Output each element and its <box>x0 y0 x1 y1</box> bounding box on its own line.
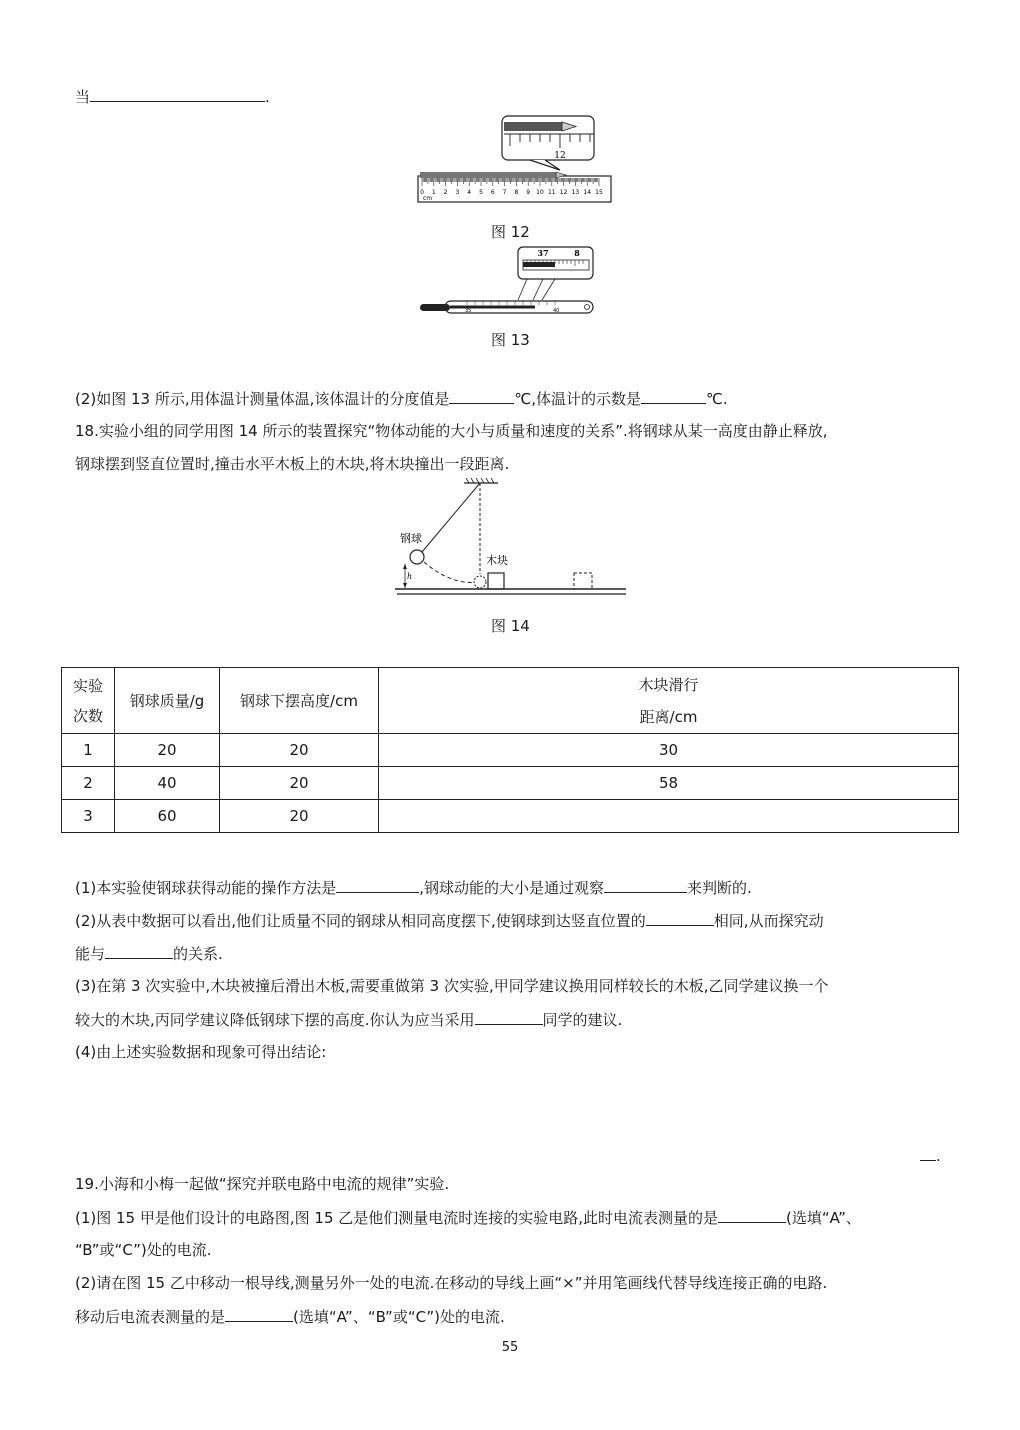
answer-blank[interactable] <box>718 1207 786 1223</box>
answer-blank[interactable] <box>646 910 714 926</box>
q19-part2-line1: (2)请在图 15 乙中移动一根导线,测量另外一处的电流.在移动的导线上画“×”并用笔画线代替导线连接正确的电路. <box>75 1274 828 1292</box>
answer-blank[interactable] <box>920 1145 936 1161</box>
header-height: 钢球下摆高度/cm <box>220 668 379 734</box>
q19-part1-line1 <box>75 1207 861 1228</box>
fig13-callout-right: 8 <box>574 248 580 258</box>
answer-blank[interactable] <box>475 1009 543 1025</box>
q18-p2-text-b: 相同,从而探究动 <box>713 912 824 930</box>
q18-p1-text-b: ,钢球动能的大小是通过观察 <box>419 879 605 897</box>
experiment-table <box>61 667 959 833</box>
table-cell <box>379 800 959 833</box>
ruler-tick-label: 13 <box>571 189 580 196</box>
ruler-tick-label: 2 <box>443 189 448 196</box>
q19-p2-text-b: (选填“A”、“B”或“C”)处的电流. <box>293 1308 505 1326</box>
table-header-row <box>62 668 959 734</box>
table-cell: 20 <box>115 734 220 767</box>
answer-blank[interactable] <box>105 943 173 959</box>
table-row <box>62 734 959 767</box>
table-cell: 2 <box>62 767 115 800</box>
q18-part2-line2 <box>75 943 223 964</box>
ruler-tick-label: 7 <box>502 189 507 196</box>
q19-p1-text-a: (1)图 15 甲是他们设计的电路图,图 15 乙是他们测量电流时连接的实验电路,此时电流表测量的是 <box>75 1209 719 1227</box>
table-cell: 30 <box>379 734 959 767</box>
answer-blank[interactable] <box>225 1306 293 1322</box>
table-row <box>62 800 959 833</box>
ruler-tick-label: 10 <box>536 189 544 196</box>
fig12-caption: 图 12 <box>491 223 530 241</box>
q18-p4-end-text: . <box>936 1147 941 1165</box>
header-trial: 实验 次数 <box>62 668 115 734</box>
q18-part3-line2 <box>75 1009 622 1030</box>
table-cell: 1 <box>62 734 115 767</box>
ruler-tick-label: 1 <box>431 189 436 196</box>
fig13-callout-left: 37 <box>537 248 549 258</box>
ruler-tick-label: 12 <box>559 189 568 196</box>
answer-blank[interactable] <box>90 86 265 102</box>
q18-part3-line1: (3)在第 3 次实验中,木块被撞后滑出木板,需要重做第 3 次实验,甲同学建议换用同样较长的木板,乙同学建议换一个 <box>75 977 829 995</box>
figure-14-pendulum <box>392 478 630 600</box>
q18-p2-text-a: (2)从表中数据可以看出,他们让质量不同的钢球从相同高度摆下,使钢球到达竖直位置的 <box>75 912 646 930</box>
page-number: 55 <box>501 1340 519 1355</box>
q18-intro-line2: 钢球摆到竖直位置时,撞击水平木板上的木块,将木块撞出一段距离. <box>75 455 510 473</box>
q17-part2-text-b: ℃,体温计的示数是 <box>514 390 642 408</box>
ruler-tick-label: 11 <box>547 189 556 196</box>
answer-blank[interactable] <box>641 388 706 404</box>
figure-12-ruler <box>410 112 615 207</box>
q18-part1 <box>75 877 752 898</box>
table-cell: 3 <box>62 800 115 833</box>
ruler-tick-label: 9 <box>526 189 531 196</box>
ruler-tick-label: 14 <box>583 189 592 196</box>
fig13-caption: 图 13 <box>491 331 530 349</box>
answer-blank[interactable] <box>604 877 687 893</box>
fig13-scale-a: 35 <box>465 308 472 314</box>
ruler-tick-label: 5 <box>479 189 483 196</box>
ruler-tick-label: 3 <box>455 189 460 196</box>
fig13-scale-b: 40 <box>553 308 560 314</box>
q19-part2-line2 <box>75 1306 505 1327</box>
q17-part2-text-c: ℃. <box>706 390 728 408</box>
table-cell: 20 <box>220 800 379 833</box>
fig12-callout-number: 12 <box>554 151 566 161</box>
top-line-prefix: 当 <box>75 88 91 106</box>
q17-part2 <box>75 388 728 409</box>
q19-p1-text-b: (选填“A”、 <box>786 1209 861 1227</box>
q18-intro-line1: 18.实验小组的同学用图 14 所示的装置探究“物体动能的大小与质量和速度的关系”.将钢球从某一高度由静止释放, <box>75 422 828 440</box>
top-line-suffix: . <box>265 88 270 106</box>
table-row <box>62 767 959 800</box>
ruler-tick-label: 15 <box>595 189 603 196</box>
table-cell: 58 <box>379 767 959 800</box>
figure-13-thermometer <box>415 243 600 318</box>
q18-part4: (4)由上述实验数据和现象可得出结论: <box>75 1043 327 1061</box>
table-cell: 20 <box>220 734 379 767</box>
q18-part2-line1 <box>75 910 824 931</box>
fig14-h-label: h <box>407 572 413 581</box>
table-cell: 20 <box>220 767 379 800</box>
q18-part4-answer-end <box>920 1145 941 1166</box>
q18-p2-text-d: 的关系. <box>173 945 223 963</box>
fig14-block-label: 木块 <box>486 554 508 567</box>
q19-intro: 19.小海和小梅一起做“探究并联电路中电流的规律”实验. <box>75 1175 450 1193</box>
header-distance: 木块滑行 距离/cm <box>379 668 959 734</box>
q18-p2-text-c: 能与 <box>75 945 106 963</box>
q18-p1-text-c: 来判断的. <box>687 879 752 897</box>
fig14-ball-label: 钢球 <box>400 532 422 545</box>
ruler-tick-label: 4 <box>467 189 472 196</box>
answer-line-top <box>75 86 270 107</box>
ruler-tick-label: 8 <box>514 189 519 196</box>
q17-part2-text-a: (2)如图 13 所示,用体温计测量体温,该体温计的分度值是 <box>75 390 450 408</box>
q19-part1-line2: “B”或“C”)处的电流. <box>75 1241 212 1259</box>
table-cell: 60 <box>115 800 220 833</box>
fig14-caption: 图 14 <box>491 617 530 635</box>
q19-p2-text-a: 移动后电流表测量的是 <box>75 1308 226 1326</box>
q18-p1-text-a: (1)本实验使钢球获得动能的操作方法是 <box>75 879 337 897</box>
fig12-unit: cm <box>423 195 433 202</box>
header-mass: 钢球质量/g <box>115 668 220 734</box>
ruler-tick-label: 0 <box>420 189 424 196</box>
table-cell: 40 <box>115 767 220 800</box>
answer-blank[interactable] <box>449 388 514 404</box>
q18-p3-text-a: 较大的木块,丙同学建议降低钢球下摆的高度.你认为应当采用 <box>75 1011 475 1029</box>
q18-p3-text-b: 同学的建议. <box>542 1011 623 1029</box>
answer-blank[interactable] <box>336 877 419 893</box>
ruler-tick-label: 6 <box>490 189 495 196</box>
